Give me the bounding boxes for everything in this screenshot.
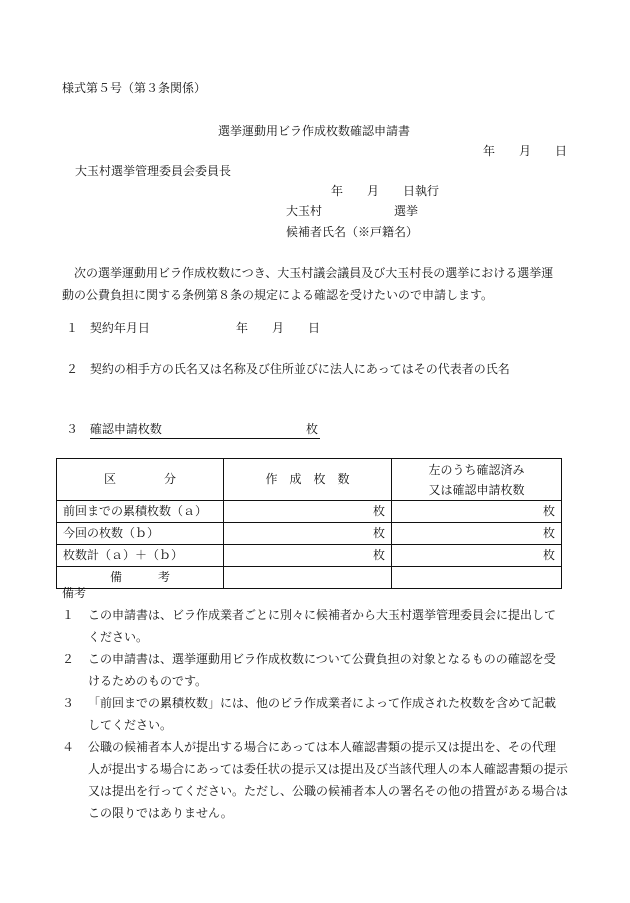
table-row (57, 545, 562, 567)
item-1-number: １ (66, 321, 79, 335)
addressee: 大玉村選挙管理委員会委員長 (75, 164, 232, 178)
note-1 (62, 604, 574, 648)
note-line: 「前回までの累積枚数」には、他のビラ作成業者によって作成された枚数を含めて記載 (88, 696, 557, 710)
note-line: ください。 (88, 630, 149, 644)
note-number: １ (62, 608, 75, 622)
created-count-cell[interactable]: 枚 (224, 523, 392, 545)
created-count-cell[interactable]: 枚 (224, 545, 392, 567)
item-2-number: ２ (66, 362, 79, 376)
note-number: ２ (62, 652, 75, 666)
header-category: 区 分 (57, 459, 224, 501)
sheet-count-table (56, 458, 562, 589)
notes-title: 備考 (62, 586, 87, 600)
village-election: 大玉村 選挙 (286, 204, 419, 218)
item-3-number: ３ (66, 422, 79, 436)
intro-line-2: 動の公費負担に関する条例第８条の規定による確認を受けたいので申請します。 (62, 288, 494, 302)
item-3 (66, 421, 320, 439)
item-1 (66, 320, 150, 337)
item-2 (66, 361, 510, 378)
table-header-row (57, 459, 562, 501)
header-confirmed-line2: 又は確認申請枚数 (428, 482, 525, 497)
candidate-name-label: 候補者氏名（※戸籍名） (286, 225, 419, 239)
confirmed-count-cell[interactable]: 枚 (392, 545, 562, 567)
created-count-cell[interactable]: 枚 (224, 501, 392, 523)
election-date: 年 月 日執行 (331, 184, 440, 198)
header-confirmed-count (392, 459, 562, 501)
item-1-label: 契約年月日 (89, 321, 150, 335)
header-created-count: 作 成 枚 数 (224, 459, 392, 501)
form-label: 様式第５号（第３条関係） (62, 81, 207, 95)
intro-line-1: 次の選挙運動用ビラ作成枚数につき、大玉村議会議員及び大玉村長の選挙における選挙運 (74, 266, 554, 280)
confirmed-count-cell[interactable]: 枚 (392, 501, 562, 523)
row-label: 前回までの累積枚数（ａ） (57, 501, 224, 523)
row-label: 枚数計（ａ）＋（ｂ） (57, 545, 224, 567)
note-2 (62, 648, 574, 692)
note-line: 又は提出を行ってください。ただし、公職の候補者本人の署名その他の措置がある場合は (88, 784, 569, 798)
item-1-date: 年 月 日 (236, 321, 321, 335)
intro-paragraph (62, 262, 572, 306)
note-number: ４ (62, 740, 75, 754)
item-2-label: 契約の相手方の氏名又は名称及び住所並びに法人にあってはその代表者の氏名 (89, 362, 510, 376)
item-3-unit: 枚 (306, 422, 319, 436)
note-line: この申請書は、ビラ作成業者ごとに別々に候補者から大玉村選挙管理委員会に提出して (88, 608, 557, 622)
note-line: けるためのものです。 (88, 674, 208, 688)
note-line: 人が提出する場合にあっては委任状の提示又は提出及び当該代理人の本人確認書類の提示 (88, 762, 568, 776)
row-label: 今回の枚数（ｂ） (57, 523, 224, 545)
notes-section (62, 582, 574, 824)
header-confirmed-line1: 左のうち確認済み (428, 462, 525, 477)
table-row (57, 501, 562, 523)
note-4 (62, 736, 574, 824)
confirmed-count-cell[interactable]: 枚 (392, 523, 562, 545)
row-label-remarks: 備 考 (57, 567, 224, 589)
note-line: この申請書は、選挙運動用ビラ作成枚数について公費負担の対象となるものの確認を受 (88, 652, 556, 666)
submission-date: 年 月 日 (483, 144, 568, 158)
note-number: ３ (62, 696, 75, 710)
table-row (57, 523, 562, 545)
document-title: 選挙運動用ビラ作成枚数確認申請書 (218, 124, 411, 138)
note-line: してください。 (88, 718, 173, 732)
note-3 (62, 692, 574, 736)
item-3-field[interactable] (90, 421, 320, 439)
note-line: 公職の候補者本人が提出する場合にあっては本人確認書類の提示又は提出を、その代理 (88, 740, 556, 754)
note-line: この限りではありません。 (88, 806, 233, 820)
item-3-label: 確認申請枚数 (89, 422, 162, 436)
